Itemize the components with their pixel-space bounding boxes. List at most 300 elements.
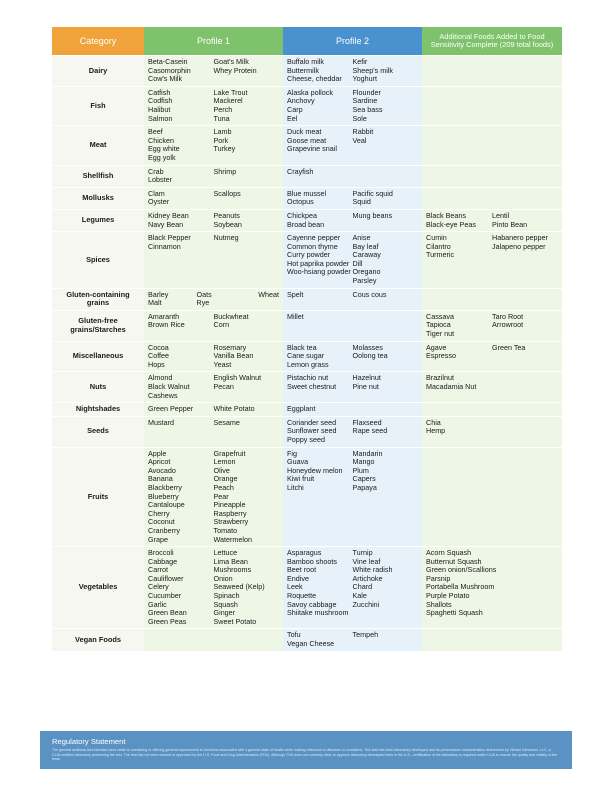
food-item: Lettuce — [213, 548, 238, 558]
food-item: Carrot — [148, 565, 168, 575]
category-cell: Gluten-containing grains — [52, 288, 144, 310]
food-item: Buttermilk — [287, 65, 319, 75]
food-item: Peach — [213, 482, 234, 492]
profile1-cell — [144, 629, 283, 651]
food-item: Sheep's milk — [352, 65, 394, 75]
food-item: Fig — [287, 448, 297, 458]
food-item: Navy Bean — [148, 219, 184, 229]
food-item: Endive — [287, 573, 309, 583]
food-item: Yoghurt — [352, 74, 378, 84]
table-row — [52, 447, 562, 547]
food-item: Mung beans — [352, 210, 393, 220]
food-item: Oregano — [352, 267, 381, 277]
profile2-cell — [283, 403, 422, 417]
food-item: Goose meat — [287, 135, 327, 145]
food-item: Perch — [213, 104, 233, 114]
profile2-cell — [283, 416, 422, 447]
food-item: Lima Bean — [213, 556, 248, 566]
food-item: Butternut Squash — [426, 556, 482, 566]
food-item: Wheat — [258, 289, 279, 299]
additional-cell — [422, 416, 562, 447]
food-item: Sesame — [213, 417, 240, 427]
additional-cell — [422, 288, 562, 310]
food-item: Portabella Mushroom — [426, 582, 495, 592]
category-cell: Vegan Foods — [52, 629, 144, 651]
food-item: Cashews — [148, 390, 178, 400]
profile2-cell — [283, 56, 422, 87]
food-item: Coffee — [148, 351, 170, 361]
food-item: Brown Rice — [148, 320, 185, 330]
food-item: Broccoli — [148, 548, 174, 558]
food-item: Casomorphin — [148, 65, 191, 75]
category-cell: Mollusks — [52, 187, 144, 209]
profile1-cell — [144, 372, 283, 403]
food-item: Molasses — [352, 342, 383, 352]
table-row — [52, 209, 562, 231]
food-item: Grapefruit — [213, 448, 246, 458]
food-item: Lemon — [213, 457, 236, 467]
food-item: Chia — [426, 417, 441, 427]
food-item: Chard — [352, 582, 373, 592]
profile1-cell — [144, 126, 283, 165]
food-item: Clam — [148, 188, 165, 198]
food-item: Pine nut — [352, 382, 379, 391]
food-item: Espresso — [426, 351, 456, 361]
food-item: Duck meat — [287, 127, 322, 137]
food-item: Buffalo milk — [287, 57, 325, 66]
food-item: Amaranth — [148, 311, 180, 321]
food-item: Squash — [213, 599, 238, 609]
food-item: Rape seed — [352, 426, 388, 436]
food-item: Tuna — [213, 113, 230, 123]
food-item: Roquette — [287, 591, 317, 601]
additional-cell — [422, 310, 562, 341]
food-item: Tempeh — [352, 630, 379, 640]
food-item: Grapevine snail — [287, 144, 337, 154]
food-item: Common thyme — [287, 241, 338, 251]
profile1-cell — [144, 56, 283, 87]
food-item: Raspberry — [213, 508, 247, 518]
food-item: Cauliflower — [148, 573, 184, 583]
food-item: Bamboo shoots — [287, 556, 337, 566]
food-item: Broad bean — [287, 219, 325, 229]
food-item: Lemon grass — [287, 359, 329, 369]
food-item: Corn — [213, 320, 230, 330]
food-item: Mackerel — [213, 96, 243, 106]
food-item: Millet — [287, 311, 304, 321]
food-item: Cherry — [148, 508, 170, 518]
food-item: Litchi — [287, 482, 304, 492]
food-item: Taro Root — [492, 311, 524, 321]
additional-cell — [422, 232, 562, 289]
food-item: Kidney Bean — [148, 210, 189, 220]
profile1-cell — [144, 341, 283, 372]
food-item: Halibut — [148, 104, 171, 114]
table-row — [52, 310, 562, 341]
table-row — [52, 416, 562, 447]
food-item: Vegan Cheese — [287, 639, 335, 649]
profile2-cell — [283, 547, 422, 629]
food-item: Acorn Squash — [426, 548, 472, 558]
table-row — [52, 165, 562, 187]
table-row — [52, 232, 562, 289]
food-item: Bay leaf — [352, 241, 379, 251]
category-cell: Fish — [52, 86, 144, 125]
table-body — [52, 56, 562, 652]
food-item: Sea bass — [352, 104, 383, 114]
category-cell: Nightshades — [52, 403, 144, 417]
food-item: Octopus — [287, 197, 314, 207]
food-item: Sardine — [352, 96, 378, 106]
food-item: Hot paprika powder — [287, 258, 350, 268]
food-item: Watermelon — [213, 534, 252, 544]
profile1-cell — [144, 403, 283, 417]
food-item: Pecan — [213, 382, 234, 391]
table-row — [52, 86, 562, 125]
category-cell: Miscellaneous — [52, 341, 144, 372]
profile1-cell — [144, 288, 283, 310]
additional-cell — [422, 187, 562, 209]
food-item: Egg yolk — [148, 152, 176, 162]
food-item: Spaghetti Squash — [426, 608, 483, 618]
food-item: Apricot — [148, 457, 171, 467]
food-item: Pork — [213, 135, 229, 145]
food-item: Pinto Bean — [492, 219, 528, 229]
food-item: Almond — [148, 373, 173, 383]
food-item: Eggplant — [287, 404, 316, 414]
food-item: Shrimp — [213, 166, 237, 176]
profile1-cell — [144, 232, 283, 289]
food-item: Cucumber — [148, 591, 182, 601]
category-cell: Gluten-free grains/Starches — [52, 310, 144, 341]
food-item: Oolong tea — [352, 351, 388, 361]
food-item: Veal — [352, 135, 367, 145]
profile2-cell — [283, 447, 422, 547]
food-item: Black Walnut — [148, 382, 190, 391]
table-row — [52, 288, 562, 310]
food-item: Savoy cabbage — [287, 599, 337, 609]
profile2-cell — [283, 209, 422, 231]
profile2-header: Profile 2 — [283, 27, 422, 56]
table-row — [52, 372, 562, 403]
food-item: Alaska pollock — [287, 87, 333, 97]
profile1-cell — [144, 187, 283, 209]
food-item: Hazelnut — [352, 373, 381, 383]
food-item: Tiger nut — [426, 329, 455, 339]
category-cell: Nuts — [52, 372, 144, 403]
regulatory-title: Regulatory Statement — [52, 737, 126, 746]
food-item: Honeydew melon — [287, 465, 343, 475]
table-row — [52, 341, 562, 372]
food-item: Purple Potato — [426, 591, 470, 601]
food-item: Pistachio nut — [287, 373, 329, 383]
food-item: Black Pepper — [148, 233, 191, 243]
table-header-row — [52, 27, 562, 56]
table-row — [52, 126, 562, 165]
food-item: Hemp — [426, 426, 446, 436]
food-item: Pacific squid — [352, 188, 393, 198]
food-item: Green onion/Scallions — [426, 565, 497, 575]
food-item: Kefir — [352, 57, 368, 66]
food-item: Green Pepper — [148, 404, 194, 414]
food-item: Cabbage — [148, 556, 178, 566]
food-item: Blue mussel — [287, 188, 327, 198]
food-item: Vanilla Bean — [213, 351, 254, 361]
profile2-cell — [283, 187, 422, 209]
food-item: Barley — [148, 289, 169, 299]
food-item: Salmon — [148, 113, 173, 123]
table-row — [52, 629, 562, 651]
food-item: Black Beans — [426, 210, 466, 220]
category-cell: Legumes — [52, 209, 144, 231]
food-item: Sole — [352, 113, 367, 123]
food-item: Papaya — [352, 482, 377, 492]
food-item: Eel — [287, 113, 298, 123]
food-item: Arrowroot — [492, 320, 524, 330]
additional-cell — [422, 447, 562, 547]
food-item: Capers — [352, 474, 376, 484]
food-item: Scallops — [213, 188, 241, 198]
food-item: Macadamia Nut — [426, 382, 477, 391]
additional-cell — [422, 56, 562, 87]
food-item: Onion — [213, 573, 233, 583]
table-row — [52, 403, 562, 417]
food-item: Flounder — [352, 87, 381, 97]
food-item: Cous cous — [352, 289, 387, 299]
food-item: Banana — [148, 474, 173, 484]
food-item: Anise — [352, 233, 371, 243]
profile2-cell — [283, 372, 422, 403]
additional-cell — [422, 126, 562, 165]
profile1-header: Profile 1 — [144, 27, 283, 56]
food-item: Mustard — [148, 417, 174, 427]
profile1-cell — [144, 209, 283, 231]
category-cell: Vegetables — [52, 547, 144, 629]
food-item: Turnip — [352, 548, 373, 558]
food-item: Cayenne pepper — [287, 233, 341, 243]
food-item: Brazilnut — [426, 373, 454, 383]
food-item: English Walnut — [213, 373, 262, 383]
category-header: Category — [52, 27, 144, 56]
food-item: Nutmeg — [213, 233, 239, 243]
category-cell: Seeds — [52, 416, 144, 447]
additional-cell — [422, 341, 562, 372]
regulatory-text: The general wellness test intended uses relate to sustaining or offering general improvement to functions associated with a general state of health while making reference to diseases or conditions. This test has been laboratory developed and its performance characteristics determined by Vibrant Genomics, LLC, a CLIA-certified laboratory performing the test. The test has not been cleared or approved by the U.S. Food and Drug Administration (FDA). Although FDA does not currently clear or approve laboratory-developed tests in the U.S., certification of the laboratory is required under CLIA to ensure the quality and validity of the tests. — [52, 748, 558, 762]
food-item: Whey Protein — [213, 65, 257, 75]
food-item: Chicken — [148, 135, 174, 145]
food-item: Guava — [287, 457, 309, 467]
food-item: Beta-Casein — [148, 57, 188, 66]
food-item: Hops — [148, 359, 165, 369]
food-item: Turmeric — [426, 250, 455, 260]
food-item: Caraway — [352, 250, 381, 260]
additional-cell — [422, 403, 562, 417]
regulatory-statement — [40, 731, 572, 769]
food-item: Crab — [148, 166, 164, 176]
food-item: Coriander seed — [287, 417, 337, 427]
food-item: Coconut — [148, 517, 175, 527]
additional-cell — [422, 629, 562, 651]
food-item: Cassava — [426, 311, 454, 321]
food-item: Codfish — [148, 96, 173, 106]
food-item: Apple — [148, 448, 167, 458]
food-item: Lobster — [148, 175, 172, 185]
food-item: Squid — [352, 197, 371, 207]
food-item: Black tea — [287, 342, 317, 352]
food-item: Seaweed (Kelp) — [213, 582, 265, 592]
food-item: Sweet chestnut — [287, 382, 337, 391]
food-item: Tomato — [213, 525, 238, 535]
profile2-cell — [283, 629, 422, 651]
food-item: Tapioca — [426, 320, 451, 330]
food-item: Cinnamon — [148, 241, 181, 251]
food-item: Vine leaf — [352, 556, 381, 566]
profile1-cell — [144, 86, 283, 125]
food-item: Crayfish — [287, 166, 314, 176]
food-item: Yeast — [213, 359, 232, 369]
food-item: Pineapple — [213, 500, 246, 510]
food-item: Tofu — [287, 630, 301, 640]
food-item: Kiwi fruit — [287, 474, 315, 484]
profile2-cell — [283, 341, 422, 372]
food-item: Cheese, cheddar — [287, 74, 342, 84]
food-item: Blackberry — [148, 482, 182, 492]
food-item: Plum — [352, 465, 369, 475]
food-item: Woo-hsiang powder — [287, 267, 351, 277]
category-cell: Meat — [52, 126, 144, 165]
food-item: Rosemary — [213, 342, 247, 352]
food-item: Mushrooms — [213, 565, 252, 575]
food-item: Jalapeno pepper — [492, 241, 546, 251]
profile2-cell — [283, 288, 422, 310]
food-item: Oyster — [148, 197, 170, 207]
food-item: White Potato — [213, 404, 255, 414]
additional-cell — [422, 209, 562, 231]
food-item: Garlic — [148, 599, 167, 609]
profile2-cell — [283, 86, 422, 125]
food-item: Lamb — [213, 127, 232, 137]
profile2-cell — [283, 126, 422, 165]
food-item: Carp — [287, 104, 303, 114]
food-item: Lake Trout — [213, 87, 248, 97]
food-item: Black-eye Peas — [426, 219, 476, 229]
profile1-cell — [144, 165, 283, 187]
food-item: White radish — [352, 565, 393, 575]
profile1-cell — [144, 447, 283, 547]
food-item: Agave — [426, 342, 447, 352]
table-row — [52, 187, 562, 209]
food-item: Green Bean — [148, 608, 187, 618]
food-item: Parsley — [352, 276, 377, 286]
food-item: Buckwheat — [213, 311, 249, 321]
food-item: Rye — [196, 298, 210, 308]
food-item: Flaxseed — [352, 417, 382, 427]
category-cell: Shellfish — [52, 165, 144, 187]
food-item: Shallots — [426, 599, 452, 609]
food-item: Cocoa — [148, 342, 169, 352]
food-panel-sheet — [52, 27, 562, 652]
food-item: Sunflower seed — [287, 426, 337, 436]
food-item: Soybean — [213, 219, 242, 229]
food-item: Dill — [352, 258, 363, 268]
food-item: Cantaloupe — [148, 500, 185, 510]
food-item: Peanuts — [213, 210, 240, 220]
food-item: Oats — [196, 289, 212, 299]
food-item: Curry powder — [287, 250, 331, 260]
food-item: Zucchini — [352, 599, 380, 609]
food-item: Turkey — [213, 144, 236, 154]
additional-cell — [422, 547, 562, 629]
food-item: Habanero pepper — [492, 233, 548, 243]
table-row — [52, 56, 562, 87]
additional-cell — [422, 86, 562, 125]
food-item: Orange — [213, 474, 238, 484]
food-item: Green Tea — [492, 342, 526, 352]
profile1-cell — [144, 547, 283, 629]
food-item: Kale — [352, 591, 367, 601]
additional-cell — [422, 372, 562, 403]
food-item: Asparagus — [287, 548, 322, 558]
food-item: Olive — [213, 465, 230, 475]
food-sensitivity-table — [52, 27, 562, 652]
food-item: Cilantro — [426, 241, 451, 251]
food-item: Ginger — [213, 608, 236, 618]
category-cell: Dairy — [52, 56, 144, 87]
profile1-cell — [144, 310, 283, 341]
food-item: Beet root — [287, 565, 317, 575]
food-item: Sweet Potato — [213, 616, 257, 626]
food-item: Rabbit — [352, 127, 374, 137]
food-item: Green Peas — [148, 616, 187, 626]
profile2-cell — [283, 310, 422, 341]
food-item: Mango — [352, 457, 375, 467]
food-item: Mandarin — [352, 448, 383, 458]
table-row — [52, 547, 562, 629]
additional-foods-header: Additional Foods Added to Food Sensitivity Complete (209 total foods) — [422, 27, 562, 56]
food-item: Leek — [287, 582, 303, 592]
food-item: Spelt — [287, 289, 304, 299]
food-item: Avocado — [148, 465, 176, 475]
food-item: Cow's Milk — [148, 74, 183, 84]
food-item: Celery — [148, 582, 169, 592]
food-item: Malt — [148, 298, 162, 308]
food-item: Spinach — [213, 591, 240, 601]
profile1-cell — [144, 416, 283, 447]
food-item: Blueberry — [148, 491, 179, 501]
additional-cell — [422, 165, 562, 187]
food-item: Lentil — [492, 210, 510, 220]
food-item: Egg white — [148, 144, 180, 154]
profile2-cell — [283, 165, 422, 187]
food-item: Cranberry — [148, 525, 180, 535]
food-item: Catfish — [148, 87, 171, 97]
food-item: Anchovy — [287, 96, 315, 106]
food-item: Chickpea — [287, 210, 317, 220]
food-item: Strawberry — [213, 517, 249, 527]
category-cell: Fruits — [52, 447, 144, 547]
category-cell: Spices — [52, 232, 144, 289]
food-item: Artichoke — [352, 573, 383, 583]
food-item: Poppy seed — [287, 434, 325, 444]
food-item: Grape — [148, 534, 168, 544]
profile2-cell — [283, 232, 422, 289]
food-item: Shiitake mushroom — [287, 608, 349, 618]
food-item: Cane sugar — [287, 351, 325, 361]
food-item: Parsnip — [426, 573, 451, 583]
food-item: Goat's Milk — [213, 57, 249, 66]
food-item: Beef — [148, 127, 163, 137]
food-item: Pear — [213, 491, 229, 501]
